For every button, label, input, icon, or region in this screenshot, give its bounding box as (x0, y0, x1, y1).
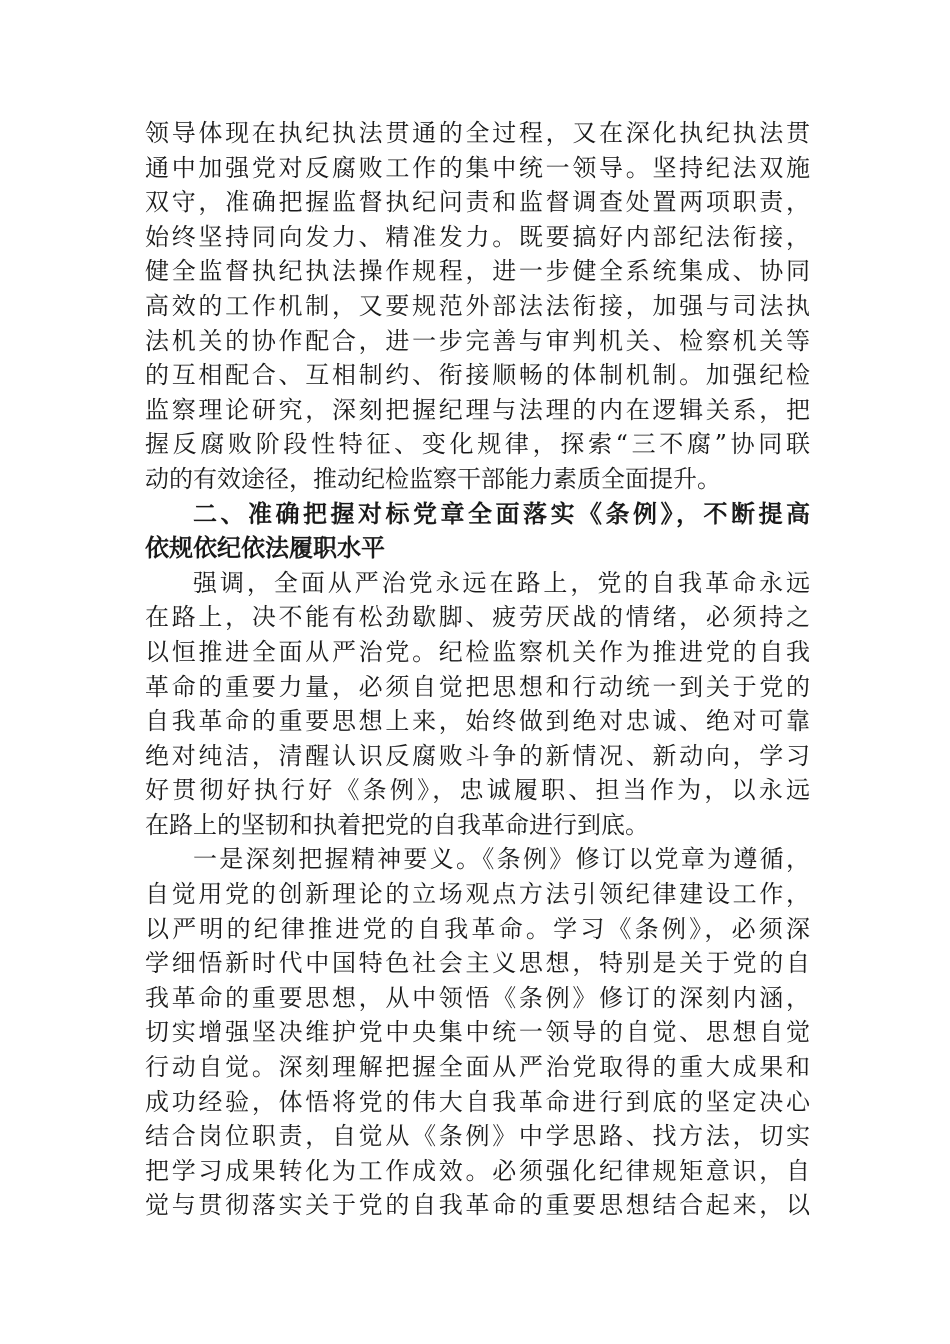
document-body (145, 116, 810, 1223)
text-line: 自觉用党的创新理论的立场观点方法引领纪律建设工作， (145, 880, 810, 909)
text-line: 觉与贯彻落实关于党的自我革命的重要思想结合起来，以 (145, 1191, 810, 1220)
text-line: 一是深刻把握精神要义。《条例》修订以党章为遵循， (193, 845, 810, 874)
paragraph-3 (145, 842, 810, 1223)
text-line: 自我革命的重要思想上来，始终做到绝对忠诚、绝对可靠 (145, 707, 810, 736)
text-line: 动的有效途径，推动纪检监察干部能力素质全面提升。 (145, 464, 721, 493)
text-line: 在路上，决不能有松劲歇脚、疲劳厌战的情绪，必须持之 (145, 603, 810, 632)
text-line: 领导体现在执纪执法贯通的全过程，又在深化执纪执法贯 (145, 119, 810, 147)
text-line: 学细悟新时代中国特色社会主义思想，特别是关于党的自 (145, 949, 810, 978)
text-line: 强调，全面从严治党永远在路上，党的自我革命永远 (193, 568, 810, 597)
text-line: 握反腐败阶段性特征、变化规律，探索“三不腐”协同联 (145, 430, 810, 459)
text-line: 健全监督执纪执法操作规程，进一步健全系统集成、协同 (145, 257, 810, 286)
text-line: 以严明的纪律推进党的自我革命。学习《条例》，必须深 (145, 914, 810, 943)
text-line: 以恒推进全面从严治党。纪检监察机关作为推进党的自我 (145, 637, 810, 666)
heading-line: 二、准确把握对标党章全面落实《条例》，不断提高 (193, 499, 810, 528)
text-line: 把学习成果转化为工作成效。必须强化纪律规矩意识，自 (145, 1156, 810, 1185)
paragraph-2 (145, 566, 810, 843)
text-line: 监察理论研究，深刻把握纪理与法理的内在逻辑关系，把 (145, 395, 810, 424)
text-line: 结合岗位职责，自觉从《条例》中学思路、找方法，切实 (145, 1122, 810, 1151)
section-heading (145, 497, 810, 566)
text-line: 高效的工作机制，又要规范外部法法衔接，加强与司法执 (145, 291, 810, 320)
text-line: 行动自觉。深刻理解把握全面从严治党取得的重大成果和 (145, 1053, 810, 1082)
text-line: 通中加强党对反腐败工作的集中统一领导。坚持纪法双施 (145, 153, 810, 182)
text-line: 法机关的协作配合，进一步完善与审判机关、检察机关等 (145, 326, 810, 355)
paragraph-1 (145, 116, 810, 497)
text-line: 双守，准确把握监督执纪问责和监督调查处置两项职责， (145, 188, 810, 217)
text-line: 始终坚持同向发力、精准发力。既要搞好内部纪法衔接， (145, 222, 810, 251)
text-line: 绝对纯洁，清醒认识反腐败斗争的新情况、新动向，学习 (145, 741, 810, 770)
text-line: 革命的重要力量，必须自觉把思想和行动统一到关于党的 (145, 672, 810, 701)
text-line: 的互相配合、互相制约、衔接顺畅的体制机制。加强纪检 (145, 361, 810, 390)
text-line: 切实增强坚决维护党中央集中统一领导的自觉、思想自觉 (145, 1018, 810, 1047)
text-line: 在路上的坚韧和执着把党的自我革命进行到底。 (145, 810, 649, 839)
text-line: 好贯彻好执行好《条例》，忠诚履职、担当作为，以永远 (145, 776, 810, 805)
heading-line: 依规依纪依法履职水平 (145, 534, 385, 563)
text-line: 我革命的重要思想，从中领悟《条例》修订的深刻内涵， (145, 983, 810, 1012)
text-line: 成功经验，体悟将党的伟大自我革命进行到底的坚定决心 (145, 1087, 810, 1116)
